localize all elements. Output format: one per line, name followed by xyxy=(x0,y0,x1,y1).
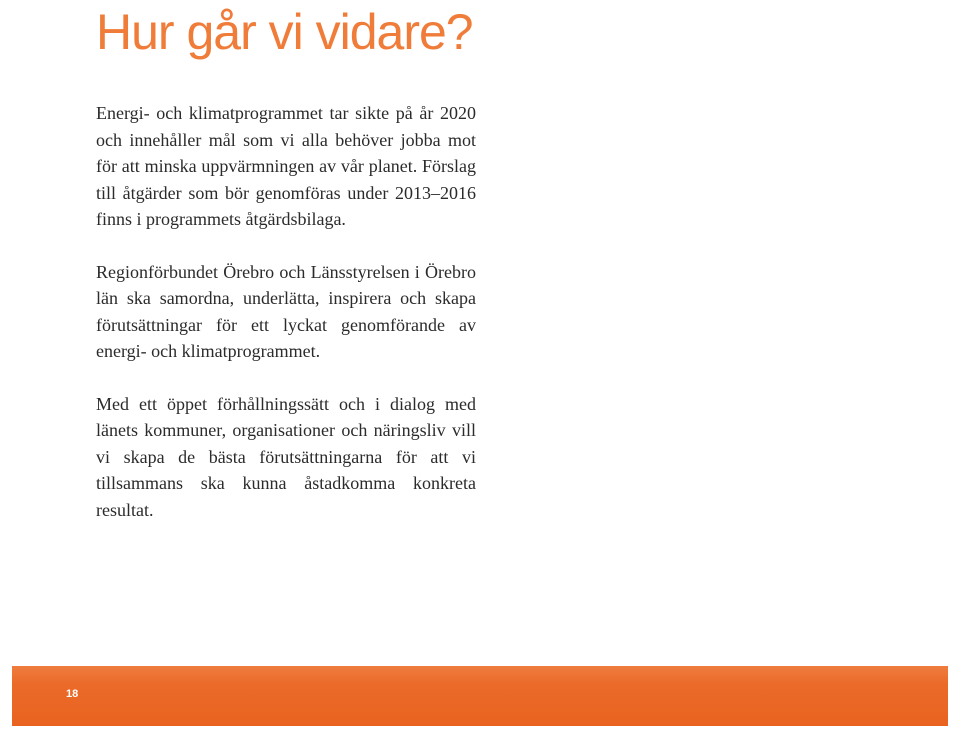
paragraph-1: Energi- och klimatprogrammet tar sikte på år 2020 och innehåller mål som vi alla behöver jobba mot för att minska uppvärmningen av vår planet. Förslag till åtgärder som bör genomföras under 2013–2016 finns i programmets åtgärdsbilaga. xyxy=(96,103,476,229)
page-title: Hur går vi vidare? xyxy=(96,4,473,60)
paragraph-3: Med ett öppet förhållningssätt och i dialog med länets kommuner, organisationer och näringsliv vill vi skapa de bästa förutsättningarna för att vi tillsammans ska kunna åstadkomma konkreta resultat. xyxy=(96,393,476,520)
footer-band xyxy=(12,666,948,726)
body-text xyxy=(96,100,476,549)
page-number: 18 xyxy=(66,688,79,700)
paragraph-2: Regionförbundet Örebro och Länsstyrelsen i Örebro län ska samordna, underlätta, inspirera och skapa förutsättningar för ett lyckat genomförande av energi- och klimatprogrammet. xyxy=(96,261,476,361)
